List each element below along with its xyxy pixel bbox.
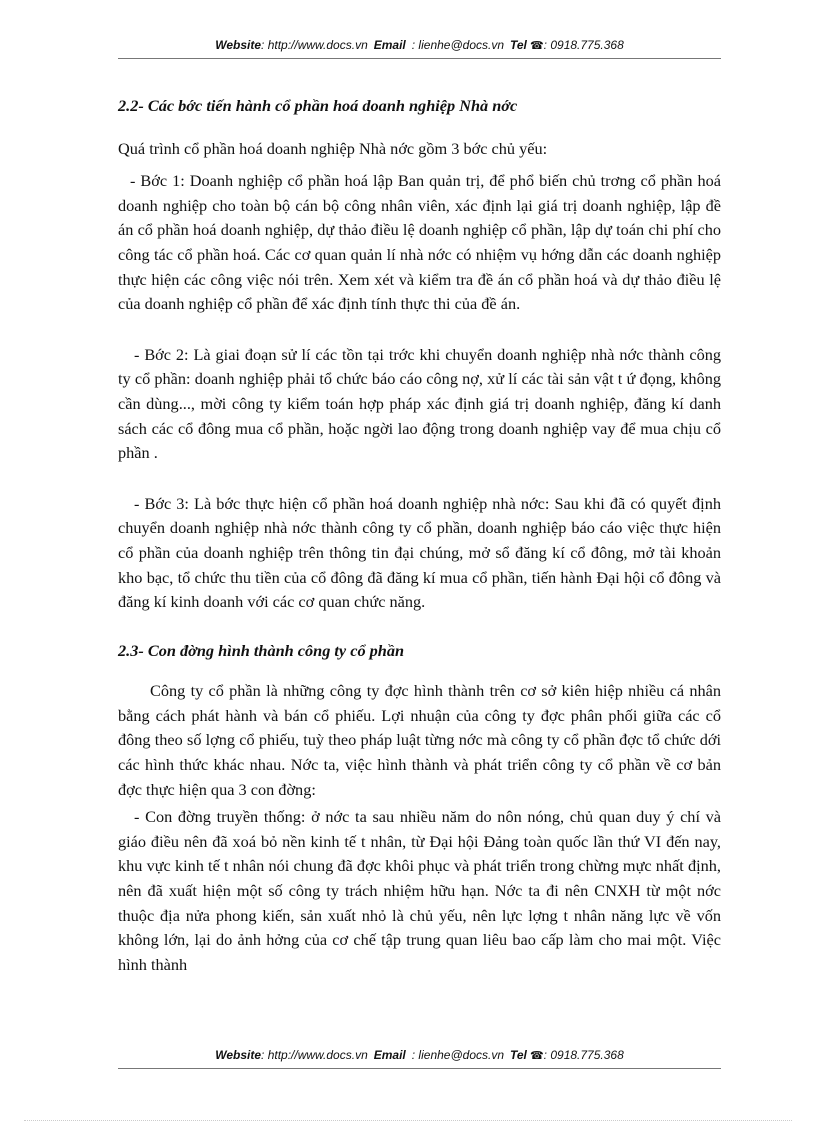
phone-icon: ☎ [526,1050,544,1062]
section-2-3-paragraph-1: Công ty cổ phần là những công ty đợc hình thành trên cơ sở kiên hiệp nhiều cá nhân bằng cách phát hành và bán cổ phiếu. Lợi nhuận của công ty đợc phân phối giữa các cổ đông theo số lợng cổ phiếu, tuỳ theo pháp luật từng nớc mà công ty cổ phần đợc tổ chức dới các hình thức khác nhau. Nớc ta, việc hình thành và phát triển công ty cổ phần về cơ bản đợc thực hiện qua 3 con đờng: [118,681,721,799]
footer-website-label: Website [215,1048,262,1062]
footer-tel-label: Tel [510,1048,527,1062]
step-3-paragraph: - Bớc 3: Là bớc thực hiện cổ phần hoá doanh nghiệp nhà nớc: Sau khi đã có quyết định chuyển doanh nghiệp nhà nớc thành công ty cổ phần, doanh nghiệp báo cáo việc thực hiện cổ phần của doanh nghiệp trên thông tin đại chúng, mở sổ đăng kí cổ đông, mở tài khoản kho bạc, tổ chức thu tiền của cổ đông đã đăng kí mua cổ phần, tiến hành Đại hội cổ đông và đăng kí kinh doanh với các cơ quan chức năng. [118,493,721,612]
section-2-2-intro: Quá trình cổ phần hoá doanh nghiệp Nhà nớc gồm 3 bớc chủ yếu: [118,138,548,158]
page-header [118,38,721,59]
footer-email-label: Email [373,1048,406,1062]
header-website-value: : http://www.docs.vn [261,38,368,52]
header-tel-value: : 0918.775.368 [543,38,624,52]
header-tel-label: Tel [510,38,527,52]
header-email-label: Email [373,38,406,52]
phone-icon: ☎ [526,40,544,52]
step-1-paragraph: - Bớc 1: Doanh nghiệp cổ phần hoá lập Ban quản trị, để phổ biến chủ trơng cổ phần hoá doanh nghiệp cho toàn bộ cán bộ công nhân viên, xác định lại giá trị doanh nghiệp, lập đề án cổ phần hoá doanh nghiệp, dự thảo điều lệ doanh nghiệp cổ phần, lập dự toán chi phí cho công tác cổ phần hoá. Các cơ quan quản lí nhà nớc có nhiệm vụ hớng dẫn các doanh nghiệp thực hiện các công việc nói trên. Xem xét và kiểm tra đề án cổ phần hoá và dự thảo điều lệ của doanh nghiệp cổ phần để xác định tính thực thi của đề án. [118,171,721,314]
page-footer [118,1048,721,1069]
section-2-3-paragraph-2: - Con đờng truyền thống: ở nớc ta sau nhiều năm do nôn nóng, chủ quan duy ý chí và giáo điều nên đã xoá bỏ nền kinh tế t nhân, từ Đại hội Đảng toàn quốc lần thứ VI đến nay, khu vực kinh tế t nhân nói chung đã đợc khôi phục và phát triển trong chừng mực nhất định, nên đã xuất hiện một số công ty trách nhiệm hữu hạn. Nớc ta đi nên CNXH từ một nớc thuộc địa nửa phong kiến, sản xuất nhỏ là chủ yếu, nên lực lợng t nhân năng lực về vốn không lớn, lại do ảnh hởng của cơ chế tập trung quan liêu bao cấp làm cho mai một. Việc hình thành [118,807,721,974]
page-edge-divider [24,1120,792,1121]
step-2-paragraph: - Bớc 2: Là giai đoạn sử lí các tồn tại trớc khi chuyển doanh nghiệp nhà nớc thành công ty cổ phần: doanh nghiệp phải tổ chức báo cáo công nợ, xử lí các tài sản vật t ứ đọng, không cần dùng..., mời công ty kiểm toán hợp pháp xác định giá trị doanh nghiệp, đăng kí danh sách các cổ đông mua cổ phần, hoặc ngời lao động trong doanh nghiệp vay để mua chịu cổ phần . [118,344,721,463]
footer-email-value: : lienhe@docs.vn [411,1048,504,1062]
footer-website-value: : http://www.docs.vn [261,1048,368,1062]
header-email-value: : lienhe@docs.vn [411,38,504,52]
footer-tel-value: : 0918.775.368 [543,1048,624,1062]
document-body [118,88,721,977]
section-2-2-title: 2.2- Các bớc tiến hành cổ phần hoá doanh nghiệp Nhà nớc [118,96,518,115]
header-website-label: Website [215,38,262,52]
section-2-3-title: 2.3- Con đờng hình thành công ty cổ phần [118,640,405,660]
